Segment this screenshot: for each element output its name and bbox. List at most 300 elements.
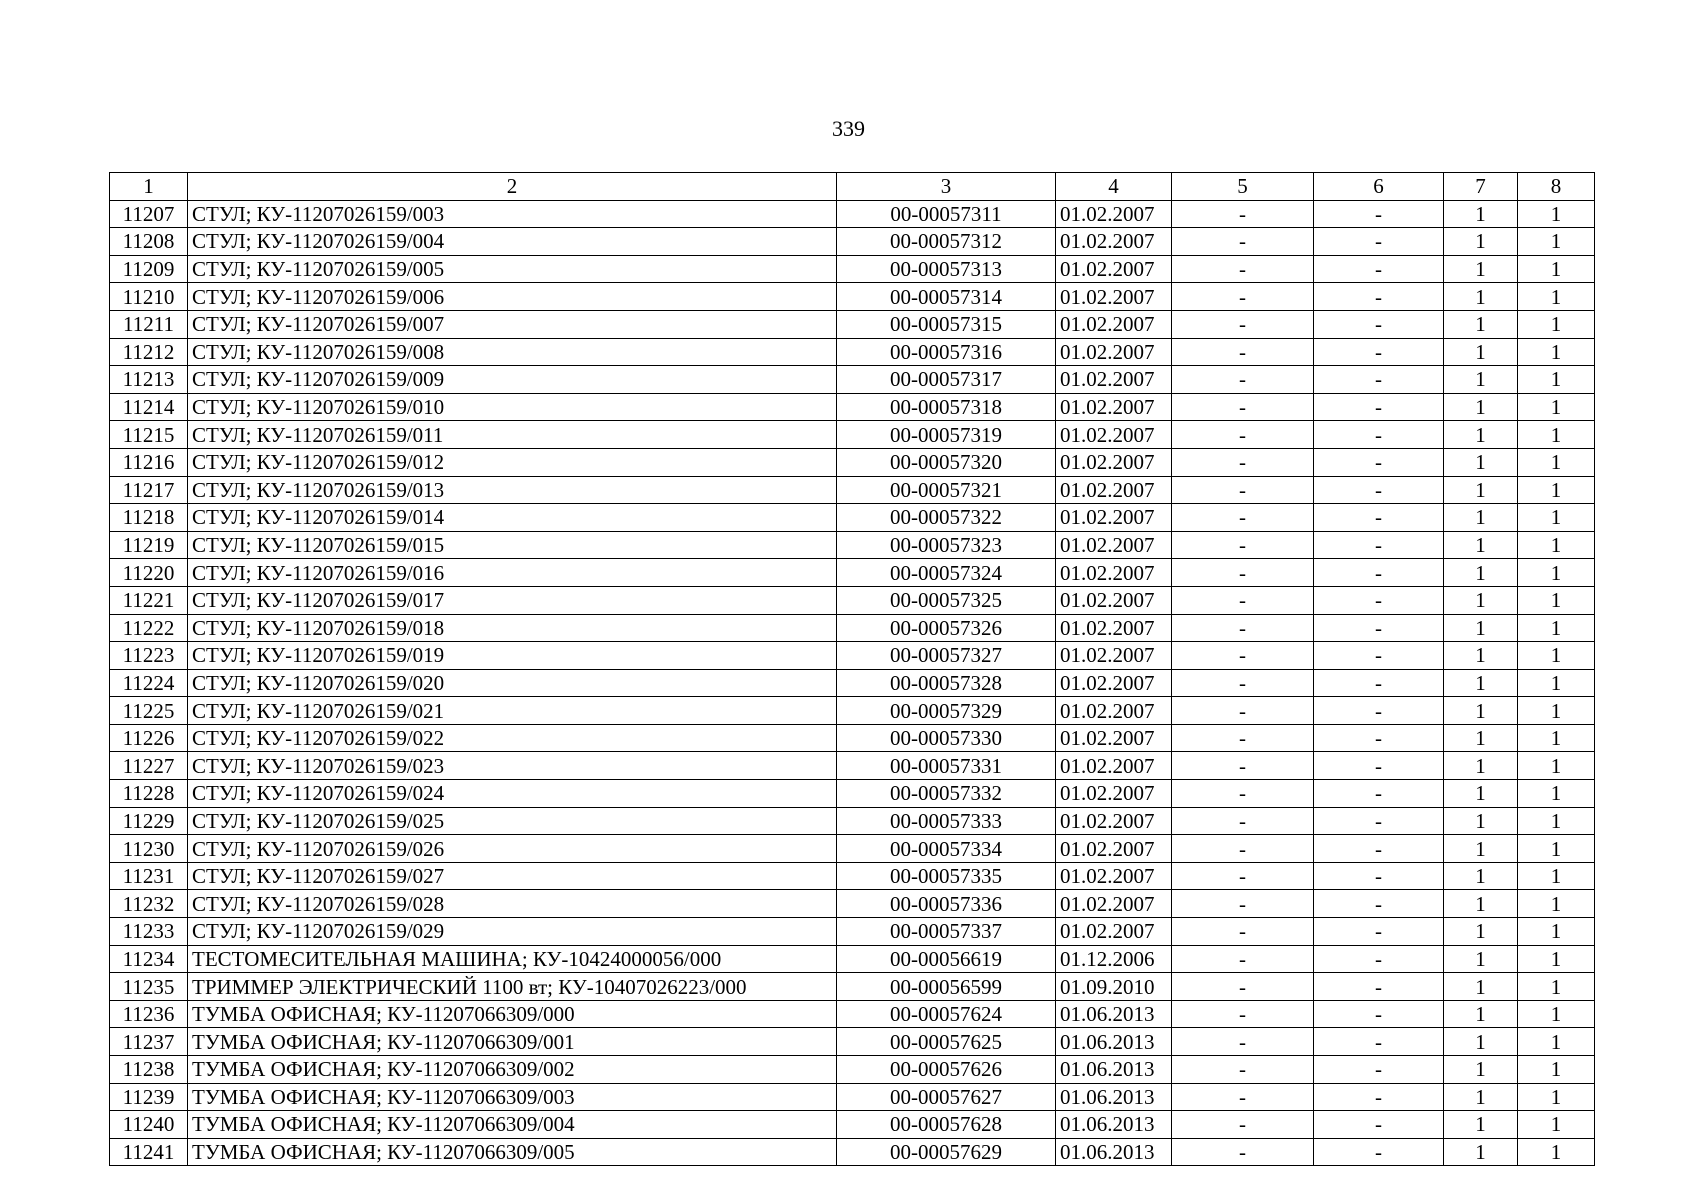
inventory-code-cell: 00-00057319 (837, 421, 1056, 449)
column-6-cell: - (1314, 310, 1444, 338)
column-7-cell: 1 (1444, 559, 1518, 587)
table-row (110, 228, 1595, 256)
column-6-cell: - (1314, 614, 1444, 642)
inventory-code-cell: 00-00057312 (837, 228, 1056, 256)
column-5-cell: - (1172, 338, 1314, 366)
column-8-cell: 1 (1518, 835, 1595, 863)
table-row (110, 393, 1595, 421)
table-row (110, 338, 1595, 366)
table-row (110, 476, 1595, 504)
row-number-cell: 11218 (110, 504, 188, 532)
row-number-cell: 11210 (110, 283, 188, 311)
column-6-cell: - (1314, 586, 1444, 614)
column-5-cell: - (1172, 448, 1314, 476)
date-cell: 01.02.2007 (1056, 835, 1172, 863)
column-7-cell: 1 (1444, 1056, 1518, 1084)
date-cell: 01.02.2007 (1056, 393, 1172, 421)
inventory-code-cell: 00-00056619 (837, 945, 1056, 973)
column-6-cell: - (1314, 559, 1444, 587)
column-7-cell: 1 (1444, 1000, 1518, 1028)
table-row (110, 421, 1595, 449)
column-header: 6 (1314, 173, 1444, 201)
column-7-cell: 1 (1444, 531, 1518, 559)
row-number-cell: 11237 (110, 1028, 188, 1056)
row-number-cell: 11229 (110, 807, 188, 835)
column-5-cell: - (1172, 669, 1314, 697)
column-6-cell: - (1314, 531, 1444, 559)
column-8-cell: 1 (1518, 973, 1595, 1001)
column-6-cell: - (1314, 697, 1444, 725)
column-5-cell: - (1172, 559, 1314, 587)
column-6-cell: - (1314, 780, 1444, 808)
inventory-code-cell: 00-00057326 (837, 614, 1056, 642)
inventory-code-cell: 00-00057330 (837, 724, 1056, 752)
column-7-cell: 1 (1444, 890, 1518, 918)
column-6-cell: - (1314, 973, 1444, 1001)
item-name-cell: ТУМБА ОФИСНАЯ; КУ-11207066309/005 (188, 1138, 837, 1166)
table-row (110, 1056, 1595, 1084)
column-6-cell: - (1314, 1000, 1444, 1028)
row-number-cell: 11232 (110, 890, 188, 918)
item-name-cell: СТУЛ; КУ-11207026159/024 (188, 780, 837, 808)
date-cell: 01.02.2007 (1056, 448, 1172, 476)
inventory-code-cell: 00-00057317 (837, 366, 1056, 394)
row-number-cell: 11233 (110, 918, 188, 946)
table-row (110, 642, 1595, 670)
item-name-cell: СТУЛ; КУ-11207026159/025 (188, 807, 837, 835)
inventory-code-cell: 00-00057311 (837, 200, 1056, 228)
column-8-cell: 1 (1518, 310, 1595, 338)
column-7-cell: 1 (1444, 255, 1518, 283)
inventory-code-cell: 00-00057333 (837, 807, 1056, 835)
inventory-code-cell: 00-00057629 (837, 1138, 1056, 1166)
column-8-cell: 1 (1518, 697, 1595, 725)
inventory-code-cell: 00-00057321 (837, 476, 1056, 504)
inventory-code-cell: 00-00057327 (837, 642, 1056, 670)
column-header: 3 (837, 173, 1056, 201)
column-6-cell: - (1314, 448, 1444, 476)
inventory-code-cell: 00-00057324 (837, 559, 1056, 587)
inventory-code-cell: 00-00057322 (837, 504, 1056, 532)
date-cell: 01.06.2013 (1056, 1138, 1172, 1166)
column-7-cell: 1 (1444, 283, 1518, 311)
date-cell: 01.06.2013 (1056, 1028, 1172, 1056)
row-number-cell: 11238 (110, 1056, 188, 1084)
column-7-cell: 1 (1444, 504, 1518, 532)
column-8-cell: 1 (1518, 890, 1595, 918)
table-row (110, 973, 1595, 1001)
date-cell: 01.09.2010 (1056, 973, 1172, 1001)
column-8-cell: 1 (1518, 724, 1595, 752)
table-row (110, 1028, 1595, 1056)
column-7-cell: 1 (1444, 862, 1518, 890)
column-8-cell: 1 (1518, 1028, 1595, 1056)
column-8-cell: 1 (1518, 1111, 1595, 1139)
column-8-cell: 1 (1518, 531, 1595, 559)
inventory-code-cell: 00-00057335 (837, 862, 1056, 890)
row-number-cell: 11224 (110, 669, 188, 697)
column-7-cell: 1 (1444, 338, 1518, 366)
table-row (110, 918, 1595, 946)
row-number-cell: 11215 (110, 421, 188, 449)
table-row (110, 559, 1595, 587)
row-number-cell: 11219 (110, 531, 188, 559)
row-number-cell: 11222 (110, 614, 188, 642)
page-number: 339 (832, 116, 865, 141)
column-6-cell: - (1314, 200, 1444, 228)
date-cell: 01.06.2013 (1056, 1000, 1172, 1028)
row-number-cell: 11213 (110, 366, 188, 394)
column-7-cell: 1 (1444, 393, 1518, 421)
column-7-cell: 1 (1444, 973, 1518, 1001)
date-cell: 01.06.2013 (1056, 1111, 1172, 1139)
table-row (110, 945, 1595, 973)
item-name-cell: СТУЛ; КУ-11207026159/021 (188, 697, 837, 725)
date-cell: 01.06.2013 (1056, 1056, 1172, 1084)
item-name-cell: СТУЛ; КУ-11207026159/008 (188, 338, 837, 366)
column-7-cell: 1 (1444, 614, 1518, 642)
column-8-cell: 1 (1518, 1138, 1595, 1166)
item-name-cell: СТУЛ; КУ-11207026159/028 (188, 890, 837, 918)
column-5-cell: - (1172, 200, 1314, 228)
column-6-cell: - (1314, 669, 1444, 697)
column-6-cell: - (1314, 1028, 1444, 1056)
inventory-code-cell: 00-00057314 (837, 283, 1056, 311)
date-cell: 01.02.2007 (1056, 586, 1172, 614)
item-name-cell: ТРИММЕР ЭЛЕКТРИЧЕСКИЙ 1100 вт; КУ-10407026223/000 (188, 973, 837, 1001)
item-name-cell: ТУМБА ОФИСНАЯ; КУ-11207066309/003 (188, 1083, 837, 1111)
column-6-cell: - (1314, 642, 1444, 670)
table-row (110, 310, 1595, 338)
column-7-cell: 1 (1444, 780, 1518, 808)
column-8-cell: 1 (1518, 421, 1595, 449)
row-number-cell: 11227 (110, 752, 188, 780)
inventory-code-cell: 00-00057628 (837, 1111, 1056, 1139)
column-5-cell: - (1172, 586, 1314, 614)
inventory-code-cell: 00-00057624 (837, 1000, 1056, 1028)
item-name-cell: ТУМБА ОФИСНАЯ; КУ-11207066309/001 (188, 1028, 837, 1056)
column-7-cell: 1 (1444, 200, 1518, 228)
column-5-cell: - (1172, 228, 1314, 256)
item-name-cell: СТУЛ; КУ-11207026159/011 (188, 421, 837, 449)
row-number-cell: 11221 (110, 586, 188, 614)
table-row (110, 504, 1595, 532)
column-7-cell: 1 (1444, 669, 1518, 697)
date-cell: 01.02.2007 (1056, 310, 1172, 338)
item-name-cell: СТУЛ; КУ-11207026159/010 (188, 393, 837, 421)
column-header: 7 (1444, 173, 1518, 201)
column-8-cell: 1 (1518, 1083, 1595, 1111)
row-number-cell: 11225 (110, 697, 188, 725)
column-6-cell: - (1314, 724, 1444, 752)
row-number-cell: 11230 (110, 835, 188, 863)
date-cell: 01.02.2007 (1056, 255, 1172, 283)
column-7-cell: 1 (1444, 752, 1518, 780)
item-name-cell: СТУЛ; КУ-11207026159/026 (188, 835, 837, 863)
column-8-cell: 1 (1518, 338, 1595, 366)
column-8-cell: 1 (1518, 945, 1595, 973)
row-number-cell: 11228 (110, 780, 188, 808)
column-5-cell: - (1172, 614, 1314, 642)
column-5-cell: - (1172, 366, 1314, 394)
column-8-cell: 1 (1518, 476, 1595, 504)
date-cell: 01.02.2007 (1056, 421, 1172, 449)
column-5-cell: - (1172, 973, 1314, 1001)
inventory-code-cell: 00-00057315 (837, 310, 1056, 338)
row-number-cell: 11207 (110, 200, 188, 228)
row-number-cell: 11234 (110, 945, 188, 973)
column-8-cell: 1 (1518, 642, 1595, 670)
inventory-code-cell: 00-00057325 (837, 586, 1056, 614)
column-8-cell: 1 (1518, 614, 1595, 642)
row-number-cell: 11212 (110, 338, 188, 366)
item-name-cell: СТУЛ; КУ-11207026159/007 (188, 310, 837, 338)
table-row (110, 1083, 1595, 1111)
column-5-cell: - (1172, 255, 1314, 283)
table-body (110, 200, 1595, 1166)
column-5-cell: - (1172, 1000, 1314, 1028)
column-8-cell: 1 (1518, 283, 1595, 311)
column-8-cell: 1 (1518, 807, 1595, 835)
row-number-cell: 11211 (110, 310, 188, 338)
inventory-code-cell: 00-00057329 (837, 697, 1056, 725)
table-row (110, 697, 1595, 725)
date-cell: 01.06.2013 (1056, 1083, 1172, 1111)
column-5-cell: - (1172, 724, 1314, 752)
date-cell: 01.02.2007 (1056, 697, 1172, 725)
column-8-cell: 1 (1518, 1056, 1595, 1084)
column-7-cell: 1 (1444, 1111, 1518, 1139)
column-8-cell: 1 (1518, 200, 1595, 228)
item-name-cell: СТУЛ; КУ-11207026159/027 (188, 862, 837, 890)
column-header: 8 (1518, 173, 1595, 201)
date-cell: 01.02.2007 (1056, 918, 1172, 946)
row-number-cell: 11239 (110, 1083, 188, 1111)
column-header: 2 (188, 173, 837, 201)
column-6-cell: - (1314, 945, 1444, 973)
column-7-cell: 1 (1444, 835, 1518, 863)
item-name-cell: СТУЛ; КУ-11207026159/019 (188, 642, 837, 670)
inventory-code-cell: 00-00057332 (837, 780, 1056, 808)
row-number-cell: 11236 (110, 1000, 188, 1028)
table-row (110, 669, 1595, 697)
item-name-cell: СТУЛ; КУ-11207026159/013 (188, 476, 837, 504)
column-7-cell: 1 (1444, 1083, 1518, 1111)
column-5-cell: - (1172, 890, 1314, 918)
row-number-cell: 11223 (110, 642, 188, 670)
column-header: 1 (110, 173, 188, 201)
inventory-table (109, 172, 1595, 1166)
column-6-cell: - (1314, 283, 1444, 311)
column-5-cell: - (1172, 835, 1314, 863)
item-name-cell: СТУЛ; КУ-11207026159/006 (188, 283, 837, 311)
column-5-cell: - (1172, 476, 1314, 504)
column-6-cell: - (1314, 1056, 1444, 1084)
row-number-cell: 11216 (110, 448, 188, 476)
column-8-cell: 1 (1518, 393, 1595, 421)
item-name-cell: СТУЛ; КУ-11207026159/016 (188, 559, 837, 587)
column-6-cell: - (1314, 366, 1444, 394)
table-row (110, 531, 1595, 559)
column-7-cell: 1 (1444, 586, 1518, 614)
date-cell: 01.02.2007 (1056, 531, 1172, 559)
table-row (110, 1111, 1595, 1139)
column-5-cell: - (1172, 807, 1314, 835)
date-cell: 01.02.2007 (1056, 559, 1172, 587)
item-name-cell: СТУЛ; КУ-11207026159/012 (188, 448, 837, 476)
column-6-cell: - (1314, 752, 1444, 780)
item-name-cell: СТУЛ; КУ-11207026159/023 (188, 752, 837, 780)
item-name-cell: ТЕСТОМЕСИТЕЛЬНАЯ МАШИНА; КУ-10424000056/000 (188, 945, 837, 973)
date-cell: 01.02.2007 (1056, 366, 1172, 394)
column-6-cell: - (1314, 1138, 1444, 1166)
table-row (110, 200, 1595, 228)
column-6-cell: - (1314, 835, 1444, 863)
column-7-cell: 1 (1444, 642, 1518, 670)
inventory-code-cell: 00-00057318 (837, 393, 1056, 421)
column-5-cell: - (1172, 1056, 1314, 1084)
column-header: 5 (1172, 173, 1314, 201)
column-8-cell: 1 (1518, 918, 1595, 946)
row-number-cell: 11208 (110, 228, 188, 256)
table-row (110, 780, 1595, 808)
date-cell: 01.02.2007 (1056, 338, 1172, 366)
date-cell: 01.12.2006 (1056, 945, 1172, 973)
column-7-cell: 1 (1444, 945, 1518, 973)
column-7-cell: 1 (1444, 228, 1518, 256)
date-cell: 01.02.2007 (1056, 476, 1172, 504)
column-5-cell: - (1172, 531, 1314, 559)
table-row (110, 614, 1595, 642)
column-6-cell: - (1314, 807, 1444, 835)
inventory-code-cell: 00-00057316 (837, 338, 1056, 366)
column-7-cell: 1 (1444, 724, 1518, 752)
item-name-cell: СТУЛ; КУ-11207026159/029 (188, 918, 837, 946)
date-cell: 01.02.2007 (1056, 642, 1172, 670)
column-8-cell: 1 (1518, 1000, 1595, 1028)
row-number-cell: 11209 (110, 255, 188, 283)
table-row (110, 255, 1595, 283)
table-row (110, 1138, 1595, 1166)
row-number-cell: 11226 (110, 724, 188, 752)
column-8-cell: 1 (1518, 366, 1595, 394)
column-8-cell: 1 (1518, 669, 1595, 697)
column-7-cell: 1 (1444, 1138, 1518, 1166)
inventory-code-cell: 00-00057625 (837, 1028, 1056, 1056)
column-5-cell: - (1172, 642, 1314, 670)
column-5-cell: - (1172, 421, 1314, 449)
item-name-cell: СТУЛ; КУ-11207026159/015 (188, 531, 837, 559)
column-6-cell: - (1314, 1111, 1444, 1139)
column-6-cell: - (1314, 338, 1444, 366)
date-cell: 01.02.2007 (1056, 724, 1172, 752)
column-8-cell: 1 (1518, 255, 1595, 283)
table-row (110, 1000, 1595, 1028)
item-name-cell: СТУЛ; КУ-11207026159/017 (188, 586, 837, 614)
column-8-cell: 1 (1518, 586, 1595, 614)
column-6-cell: - (1314, 228, 1444, 256)
table-row (110, 448, 1595, 476)
column-5-cell: - (1172, 780, 1314, 808)
date-cell: 01.02.2007 (1056, 669, 1172, 697)
column-header: 4 (1056, 173, 1172, 201)
date-cell: 01.02.2007 (1056, 752, 1172, 780)
column-7-cell: 1 (1444, 918, 1518, 946)
item-name-cell: СТУЛ; КУ-11207026159/004 (188, 228, 837, 256)
column-5-cell: - (1172, 1138, 1314, 1166)
column-6-cell: - (1314, 255, 1444, 283)
table-row (110, 862, 1595, 890)
table-row (110, 283, 1595, 311)
column-6-cell: - (1314, 862, 1444, 890)
table-row (110, 366, 1595, 394)
column-5-cell: - (1172, 918, 1314, 946)
column-8-cell: 1 (1518, 559, 1595, 587)
date-cell: 01.02.2007 (1056, 807, 1172, 835)
table-row (110, 835, 1595, 863)
column-5-cell: - (1172, 393, 1314, 421)
inventory-code-cell: 00-00057626 (837, 1056, 1056, 1084)
column-8-cell: 1 (1518, 448, 1595, 476)
inventory-code-cell: 00-00057313 (837, 255, 1056, 283)
item-name-cell: ТУМБА ОФИСНАЯ; КУ-11207066309/002 (188, 1056, 837, 1084)
header-row (110, 173, 1595, 201)
column-6-cell: - (1314, 890, 1444, 918)
date-cell: 01.02.2007 (1056, 890, 1172, 918)
inventory-code-cell: 00-00057336 (837, 890, 1056, 918)
table-header (110, 173, 1595, 201)
table-row (110, 890, 1595, 918)
date-cell: 01.02.2007 (1056, 283, 1172, 311)
item-name-cell: СТУЛ; КУ-11207026159/005 (188, 255, 837, 283)
inventory-code-cell: 00-00057334 (837, 835, 1056, 863)
inventory-code-cell: 00-00057337 (837, 918, 1056, 946)
date-cell: 01.02.2007 (1056, 614, 1172, 642)
column-6-cell: - (1314, 421, 1444, 449)
inventory-code-cell: 00-00057323 (837, 531, 1056, 559)
column-6-cell: - (1314, 393, 1444, 421)
column-5-cell: - (1172, 697, 1314, 725)
row-number-cell: 11220 (110, 559, 188, 587)
table-row (110, 752, 1595, 780)
column-7-cell: 1 (1444, 807, 1518, 835)
row-number-cell: 11217 (110, 476, 188, 504)
row-number-cell: 11214 (110, 393, 188, 421)
inventory-code-cell: 00-00056599 (837, 973, 1056, 1001)
row-number-cell: 11231 (110, 862, 188, 890)
column-7-cell: 1 (1444, 310, 1518, 338)
column-7-cell: 1 (1444, 697, 1518, 725)
date-cell: 01.02.2007 (1056, 780, 1172, 808)
row-number-cell: 11241 (110, 1138, 188, 1166)
table-row (110, 724, 1595, 752)
date-cell: 01.02.2007 (1056, 200, 1172, 228)
column-5-cell: - (1172, 283, 1314, 311)
inventory-code-cell: 00-00057320 (837, 448, 1056, 476)
item-name-cell: СТУЛ; КУ-11207026159/003 (188, 200, 837, 228)
column-5-cell: - (1172, 1083, 1314, 1111)
column-5-cell: - (1172, 862, 1314, 890)
table-row (110, 807, 1595, 835)
date-cell: 01.02.2007 (1056, 228, 1172, 256)
item-name-cell: ТУМБА ОФИСНАЯ; КУ-11207066309/000 (188, 1000, 837, 1028)
column-8-cell: 1 (1518, 780, 1595, 808)
column-7-cell: 1 (1444, 421, 1518, 449)
column-6-cell: - (1314, 504, 1444, 532)
date-cell: 01.02.2007 (1056, 504, 1172, 532)
inventory-code-cell: 00-00057627 (837, 1083, 1056, 1111)
column-7-cell: 1 (1444, 476, 1518, 504)
